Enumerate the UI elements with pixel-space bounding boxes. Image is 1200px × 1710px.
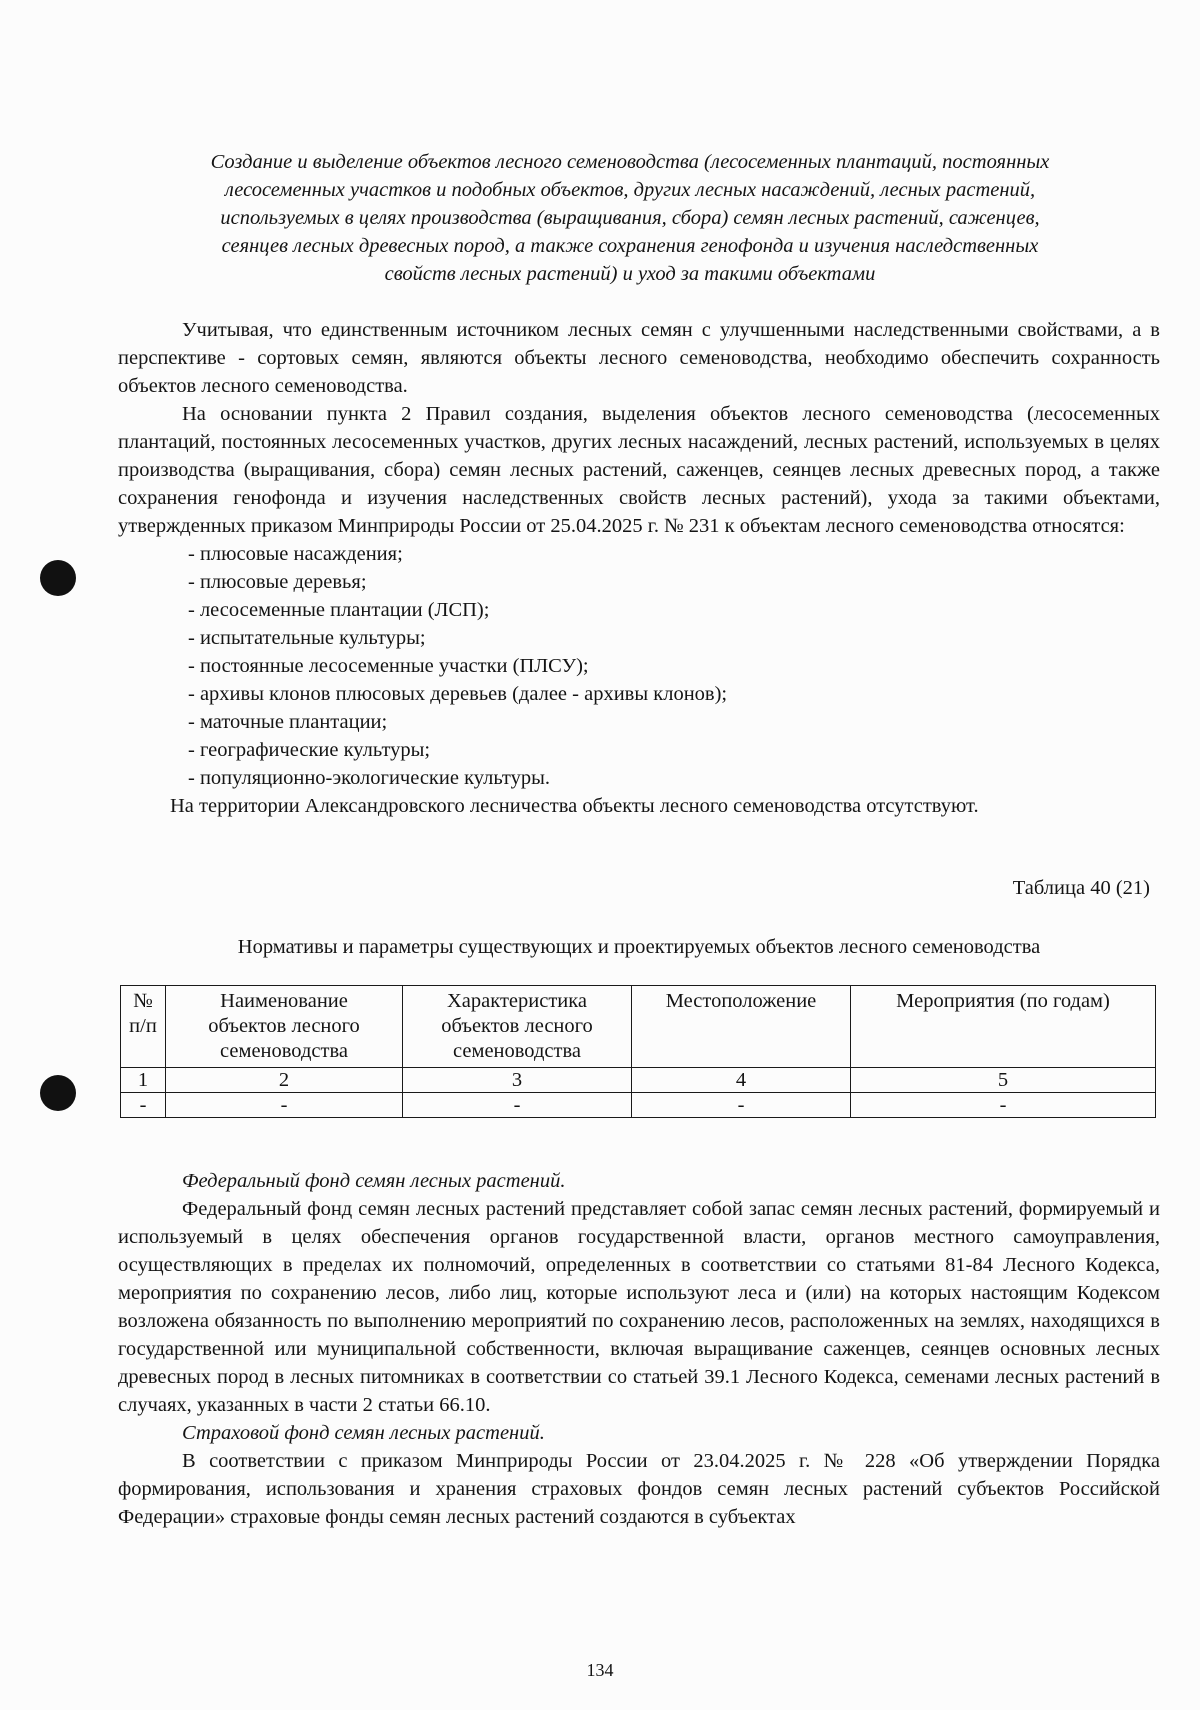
header-text: объектов лесного: [208, 1015, 360, 1037]
table-cell: 2: [166, 1068, 403, 1093]
table-cell: 1: [121, 1068, 166, 1093]
header-text: Местоположение: [665, 990, 817, 1012]
subsection-title: Страховой фонд семян лесных растений.: [182, 1422, 545, 1444]
list-item: - постоянные лесосеменные участки (ПЛСУ);: [188, 655, 589, 677]
paragraph: На территории Александровского лесничества объекты лесного семеноводства отсутствуют.: [170, 795, 979, 817]
list-item: - плюсовые насаждения;: [188, 543, 403, 565]
header-text: №: [133, 990, 153, 1012]
list-item: - популяционно-экологические культуры.: [188, 767, 550, 789]
header-cell: [166, 986, 403, 1068]
table-cell: -: [632, 1093, 851, 1118]
header-cell: [121, 986, 166, 1068]
paragraph: Федеральный фонд семян лесных растений представляет собой запас семян лесных растений, формируемый и используемый в целях обеспечения органов государственной власти, органов местного самоуправления, осуществляющих в пределах их полномочий, определенных в соответствии со статьями 81-84 Лесного Кодекса, мероприятия по сохранению лесов, либо лиц, которые используют леса и (или) на которых настоящим Кодексом возложена обязанность по выполнению мероприятий по сохранению лесов, расположенных на землях, находящихся в государственной или муниципальной собственности, включая выращивание саженцев, сеянцев основных лесных древесных пород в лесных питомниках в соответствии со статьей 39.1 Лесного Кодекса, семенами лесных растений в случаях, указанных в части 2 статьи 66.10.: [118, 1198, 1160, 1416]
header-text: Характеристика: [447, 990, 587, 1012]
intro-section: [118, 316, 1160, 820]
paragraph: В соответствии с приказом Минприроды России от 23.04.2025 г. № 228 «Об утверждении Порядка формирования, использования и хранения страховых фондов семян лесных растений субъектов Российской Федерации» страховые фонды семян лесных растений создаются в субъектах: [118, 1450, 1160, 1528]
heading-line: свойств лесных растений) и уход за такими объектами: [384, 263, 876, 285]
punch-hole-top: [40, 560, 76, 596]
table-cell: 3: [403, 1068, 632, 1093]
funds-section: [118, 1167, 1160, 1531]
table-header-row: [121, 986, 1156, 1068]
list-item: - архивы клонов плюсовых деревьев (далее - архивы клонов);: [188, 683, 728, 705]
header-text: семеноводства: [453, 1040, 581, 1062]
heading-line: Создание и выделение объектов лесного семеноводства (лесосеменных плантаций, постоянных: [210, 151, 1050, 173]
header-cell: [403, 986, 632, 1068]
table-cell: -: [403, 1093, 632, 1118]
table-number: Таблица 40 (21): [1012, 877, 1150, 899]
paragraph: Учитывая, что единственным источником лесных семян с улучшенными наследственными свойствами, а в перспективе - сортовых семян, являются объекты лесного семеноводства, необходимо обеспечить сохранность объектов лесного семеноводства.: [118, 319, 1160, 397]
paragraph: На основании пункта 2 Правил создания, выделения объектов лесного семеноводства (лесосеменных плантаций, постоянных лесосеменных участков, других лесных насаждений, лесных растений, используемых в целях производства (выращивания, сбора) семян лесных растений, саженцев, сеянцев лесных древесных пород, а также сохранения генофонда и изучения наследственных свойств лесных растений), ухода за такими объектами, утвержденных приказом Минприроды России от 25.04.2025 г. № 231 к объектам лесного семеноводства относятся:: [118, 403, 1160, 537]
subsection-title: Федеральный фонд семян лесных растений.: [182, 1170, 566, 1192]
table-cell: 5: [851, 1068, 1156, 1093]
seed-objects-table: [120, 985, 1156, 1118]
table-row: [121, 1093, 1156, 1118]
table-cell: -: [121, 1093, 166, 1118]
list-item: - испытательные культуры;: [188, 627, 426, 649]
header-cell: [632, 986, 851, 1068]
table-cell: -: [166, 1093, 403, 1118]
header-text: п/п: [129, 1015, 157, 1037]
header-text: объектов лесного: [441, 1015, 593, 1037]
punch-hole-bottom: [40, 1075, 76, 1111]
heading-line: сеянцев лесных древесных пород, а также сохранения генофонда и изучения наследственных: [221, 235, 1039, 257]
header-text: Мероприятия (по годам): [896, 990, 1110, 1012]
list-item: - географические культуры;: [188, 739, 431, 761]
list-item: - лесосеменные плантации (ЛСП);: [188, 599, 490, 621]
header-text: семеноводства: [220, 1040, 348, 1062]
list-item: - маточные плантации;: [188, 711, 388, 733]
header-text: Наименование: [220, 990, 348, 1012]
heading-line: используемых в целях производства (выращивания, сбора) семян лесных растений, саженцев,: [220, 207, 1040, 229]
section-heading: [118, 148, 1142, 288]
table-cell: 4: [632, 1068, 851, 1093]
table-row: [121, 1068, 1156, 1093]
page-number: 134: [586, 1660, 614, 1680]
header-cell: [851, 986, 1156, 1068]
seed-objects-list: [118, 540, 1160, 792]
table-title: Нормативы и параметры существующих и проектируемых объектов лесного семеноводства: [237, 936, 1041, 958]
heading-line: лесосеменных участков и подобных объектов, других лесных насаждений, лесных растений,: [224, 179, 1036, 201]
list-item: - плюсовые деревья;: [188, 571, 367, 593]
table-cell: -: [851, 1093, 1156, 1118]
